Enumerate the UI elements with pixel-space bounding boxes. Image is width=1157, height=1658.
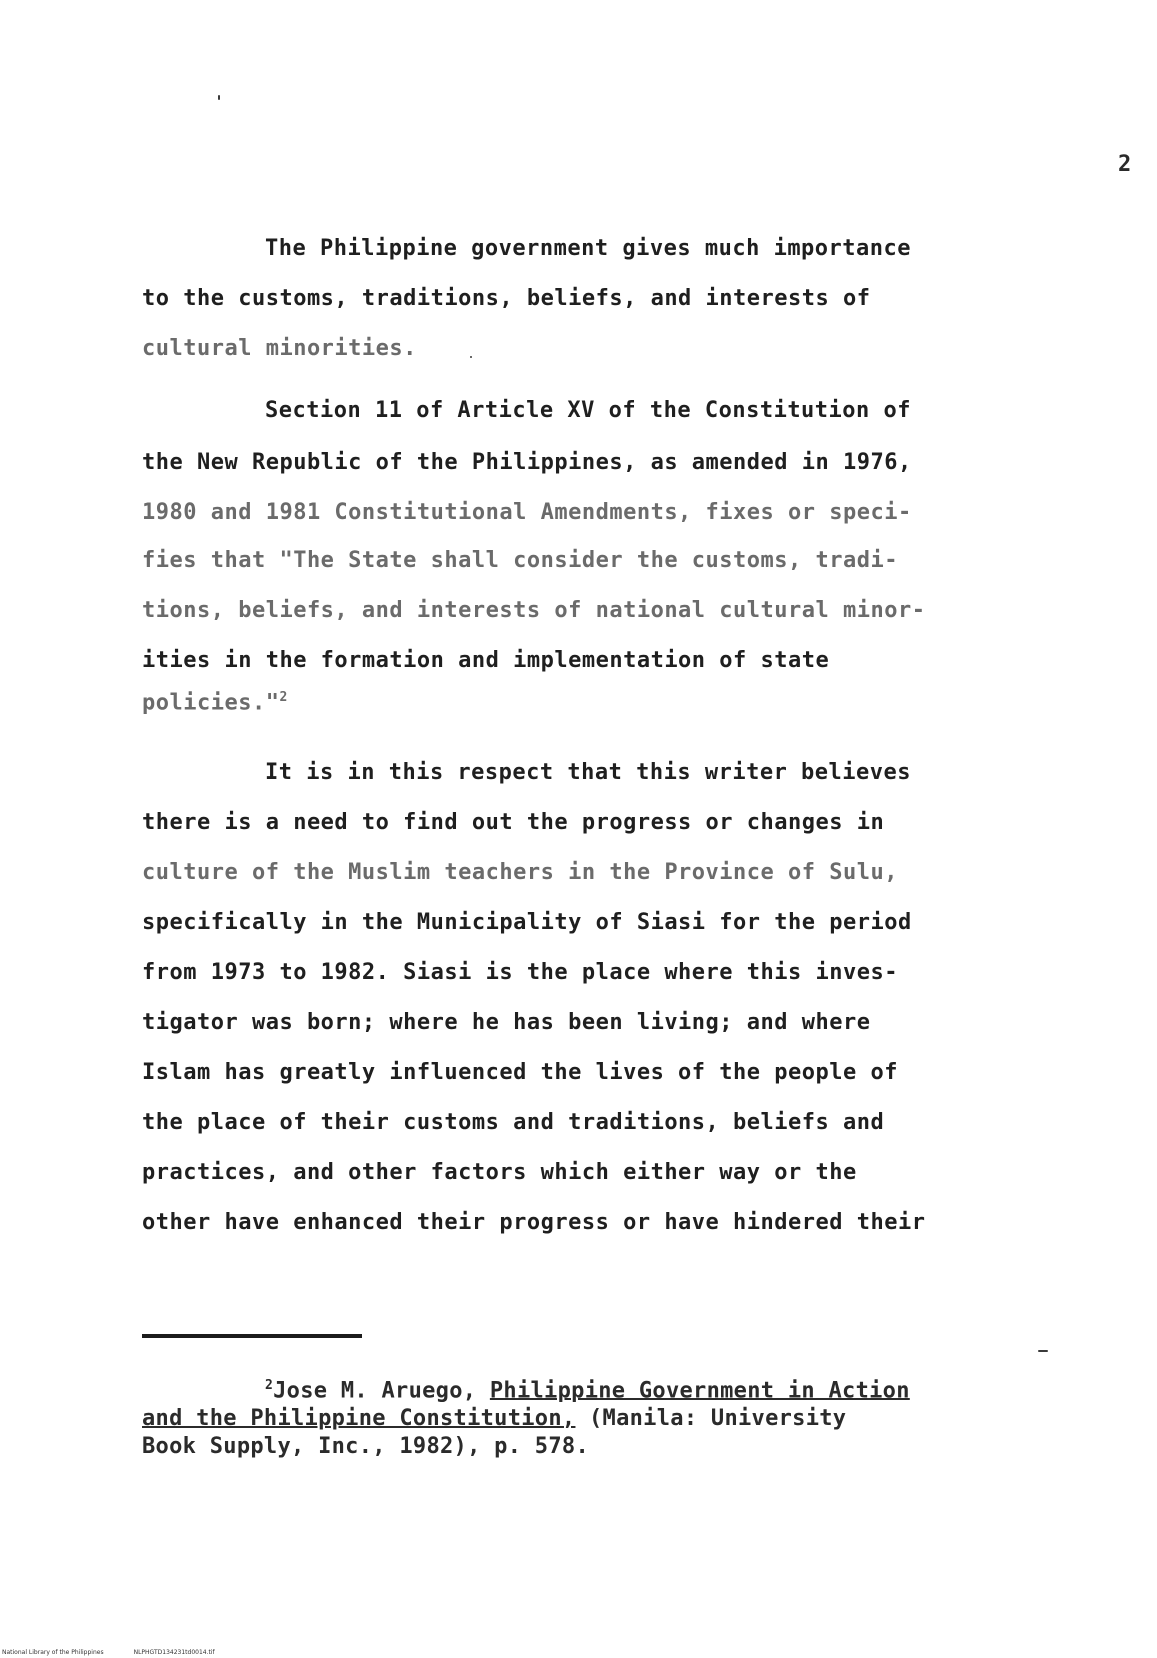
footnote-separator <box>142 1334 362 1338</box>
paragraph-1-line-1: The Philippine government gives much importance <box>265 236 912 261</box>
paragraph-2-line-3: 1980 and 1981 Constitutional Amendments, fixes or speci- <box>142 500 912 525</box>
archive-footer <box>2 1649 245 1656</box>
footnote-line-2 <box>142 1406 846 1431</box>
paragraph-3-line-8: the place of their customs and traditions, beliefs and <box>142 1110 885 1135</box>
paragraph-3-line-10: other have enhanced their progress or have hindered their <box>142 1210 926 1235</box>
paragraph-2-line-5: tions, beliefs, and interests of national cultural minor- <box>142 598 926 623</box>
archive-file-id: NLPHGTD134231td0014.tif <box>133 1649 215 1656</box>
scan-speck <box>218 95 220 100</box>
paragraph-2-line-1: Section 11 of Article XV of the Constitution of <box>265 398 912 423</box>
paragraph-2-line-6: ities in the formation and implementation of state <box>142 648 830 673</box>
page-number: 2 <box>1118 152 1132 177</box>
paragraph-3-line-6: tigator was born; where he has been living; and where <box>142 1010 871 1035</box>
footnote-marker: 2 <box>265 1378 274 1393</box>
paragraph-3-line-3: culture of the Muslim teachers in the Province of Sulu, <box>142 860 898 885</box>
footnote-publisher: (Manila: University <box>589 1406 847 1431</box>
footnote-reference: 2 <box>279 690 288 705</box>
scan-speck <box>470 356 472 358</box>
paragraph-3-line-2: there is a need to find out the progress or changes in <box>142 810 885 835</box>
footnote-title-part2: and the Philippine Constitution, <box>142 1406 576 1431</box>
scan-speck <box>1038 1350 1048 1352</box>
paragraph-3-line-5: from 1973 to 1982. Siasi is the place where this inves- <box>142 960 898 985</box>
footnote-author: Jose M. Aruego, <box>273 1378 477 1404</box>
footnote-line-3: Book Supply, Inc., 1982), p. 578. <box>142 1434 589 1459</box>
paragraph-2-line-2: the New Republic of the Philippines, as amended in 1976, <box>142 450 912 475</box>
paragraph-3-line-4: specifically in the Municipality of Siasi for the period <box>142 910 912 935</box>
paragraph-3-line-1: It is in this respect that this writer believes <box>265 760 912 785</box>
paragraph-3-line-7: Islam has greatly influenced the lives of the people of <box>142 1060 898 1085</box>
paragraph-1-line-3: cultural minorities. <box>142 336 417 361</box>
archive-library: National Library of the Philippines <box>2 1649 104 1656</box>
paragraph-2-line-4: fies that "The State shall consider the customs, tradi- <box>142 548 898 573</box>
paragraph-2-line-7-text: policies." <box>142 690 280 716</box>
paragraph-3-line-9: practices, and other factors which either way or the <box>142 1160 857 1185</box>
footnote-title-part1: Philippine Government in Action <box>489 1378 910 1404</box>
paragraph-2-line-7 <box>142 690 288 715</box>
footnote-line-1 <box>265 1378 910 1403</box>
paragraph-1-line-2: to the customs, traditions, beliefs, and interests of <box>142 286 871 311</box>
